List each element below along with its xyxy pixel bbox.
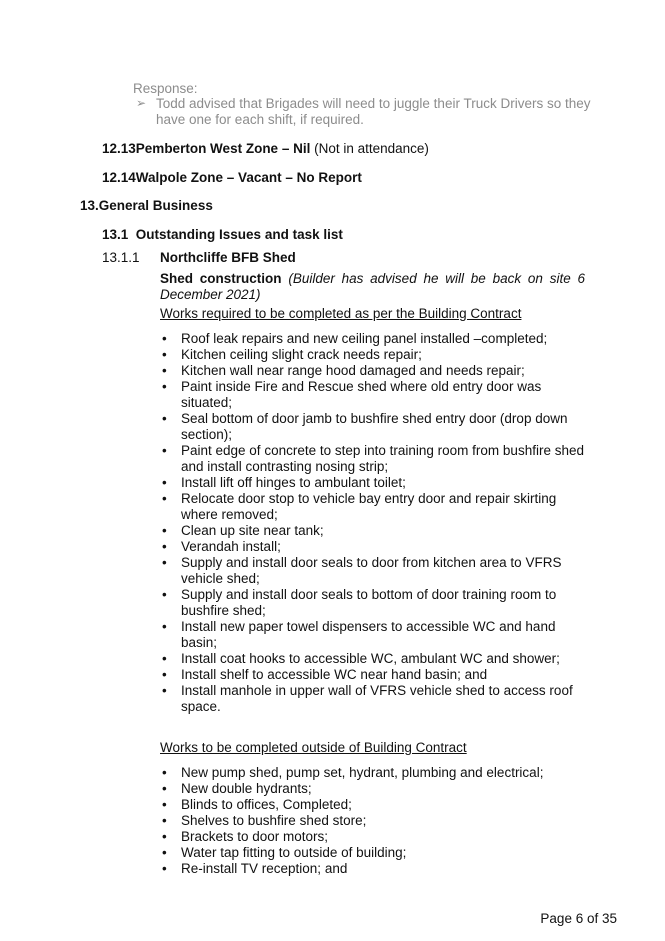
shed-construction-paragraph: [160, 271, 585, 303]
bullet-icon: •: [162, 555, 167, 570]
shed-note: (Builder has advised he will be back on site 6 December 2021): [160, 271, 585, 302]
list-item-text: Supply and install door seals to bottom of door training room to bushfire shed;: [181, 587, 557, 618]
list-item-text: Install lift off hinges to ambulant toilet;: [181, 475, 406, 490]
list-item-text: Water tap fitting to outside of building;: [181, 845, 407, 860]
outside-works-heading: Works to be completed outside of Building Contract: [160, 740, 467, 755]
list-item-text: Verandah install;: [181, 539, 281, 554]
list-item-text: New double hydrants;: [181, 781, 312, 796]
item-title: Northcliffe BFB Shed: [160, 250, 296, 265]
bullet-icon: •: [162, 363, 167, 378]
bullet-icon: •: [162, 491, 167, 506]
zone-heading-walpole: [102, 170, 362, 185]
bullet-icon: •: [162, 781, 167, 796]
list-item-text: Blinds to offices, Completed;: [181, 797, 352, 812]
list-item: [160, 587, 590, 619]
response-text: Todd advised that Brigades will need to juggle their Truck Drivers so they have one for each shift, if required.: [156, 96, 591, 127]
bullet-icon: •: [162, 667, 167, 682]
list-item: [160, 651, 590, 667]
list-item-text: Install manhole in upper wall of VFRS vehicle shed to access roof space.: [181, 683, 573, 714]
response-label: Response:: [133, 81, 198, 96]
list-item: [160, 491, 590, 523]
list-item: [160, 555, 590, 587]
item-number: 13.1.1: [102, 250, 140, 265]
list-item: [160, 475, 590, 491]
list-item-text: Seal bottom of door jamb to bushfire shed entry door (drop down section);: [181, 411, 568, 442]
list-item: [160, 781, 590, 797]
list-item-text: Install new paper towel dispensers to accessible WC and hand basin;: [181, 619, 556, 650]
contract-works-heading: Works required to be completed as per the Building Contract: [160, 306, 522, 321]
list-item: [160, 443, 590, 475]
page-number: Page 6 of 35: [540, 911, 617, 926]
zone-note: (Not in attendance): [314, 141, 429, 156]
section-heading: [80, 198, 213, 213]
list-item-text: Install coat hooks to accessible WC, ambulant WC and shower;: [181, 651, 560, 666]
list-item-text: Relocate door stop to vehicle bay entry door and repair skirting where removed;: [181, 491, 557, 522]
list-item-text: Kitchen ceiling slight crack needs repair;: [181, 347, 422, 362]
section-title: General Business: [98, 198, 213, 213]
list-item: [160, 331, 590, 347]
subsection-number: 13.1: [102, 227, 129, 242]
bullet-icon: •: [162, 587, 167, 602]
contract-works-list: [160, 331, 590, 715]
bullet-icon: •: [162, 411, 167, 426]
list-item-text: Brackets to door motors;: [181, 829, 329, 844]
bullet-icon: •: [162, 331, 167, 346]
list-item: [160, 797, 590, 813]
arrow-bullet-icon: ➢: [136, 96, 147, 110]
list-item: [160, 829, 590, 845]
shed-heading: Shed construction: [160, 271, 282, 286]
list-item: [160, 379, 590, 411]
zone-number: 12.14: [102, 170, 136, 185]
subsection-heading: [102, 227, 343, 242]
bullet-icon: •: [162, 765, 167, 780]
list-item-text: Paint edge of concrete to step into training room from bushfire shed and install contrasting nosing strip;: [181, 443, 584, 474]
bullet-icon: •: [162, 829, 167, 844]
bullet-icon: •: [162, 619, 167, 634]
section-number: 13.: [80, 198, 99, 213]
bullet-icon: •: [162, 523, 167, 538]
bullet-icon: •: [162, 539, 167, 554]
list-item-text: Install shelf to accessible WC near hand basin; and: [181, 667, 488, 682]
list-item: [160, 411, 590, 443]
bullet-icon: •: [162, 845, 167, 860]
bullet-icon: •: [162, 379, 167, 394]
bullet-icon: •: [162, 813, 167, 828]
list-item-text: New pump shed, pump set, hydrant, plumbing and electrical;: [181, 765, 544, 780]
bullet-icon: •: [162, 797, 167, 812]
list-item: [160, 619, 590, 651]
list-item-text: Kitchen wall near range hood damaged and needs repair;: [181, 363, 525, 378]
bullet-icon: •: [162, 443, 167, 458]
list-item-text: Shelves to bushfire shed store;: [181, 813, 367, 828]
list-item: [160, 813, 590, 829]
subsection-title: Outstanding Issues and task list: [135, 227, 343, 242]
list-item: [160, 683, 590, 715]
list-item-text: Paint inside Fire and Rescue shed where old entry door was situated;: [181, 379, 542, 410]
list-item: [160, 765, 590, 781]
bullet-icon: •: [162, 683, 167, 698]
outside-works-list: [160, 765, 590, 877]
list-item-text: Clean up site near tank;: [181, 523, 324, 538]
zone-number: 12.13: [102, 141, 136, 156]
list-item: [160, 845, 590, 861]
list-item: [160, 347, 590, 363]
list-item: [160, 539, 590, 555]
bullet-icon: •: [162, 475, 167, 490]
zone-heading-pemberton: [102, 141, 429, 156]
list-item-text: Roof leak repairs and new ceiling panel installed –completed;: [181, 331, 548, 346]
list-item: [160, 667, 590, 683]
list-item-text: Re-install TV reception; and: [181, 861, 348, 876]
bullet-icon: •: [162, 347, 167, 362]
list-item: [160, 363, 590, 379]
bullet-icon: •: [162, 861, 167, 876]
list-item: [160, 523, 590, 539]
zone-title: Walpole Zone – Vacant – No Report: [135, 170, 362, 185]
list-item-text: Supply and install door seals to door from kitchen area to VFRS vehicle shed;: [181, 555, 562, 586]
zone-title: Pemberton West Zone – Nil: [135, 141, 311, 156]
list-item: [160, 861, 590, 877]
bullet-icon: •: [162, 651, 167, 666]
